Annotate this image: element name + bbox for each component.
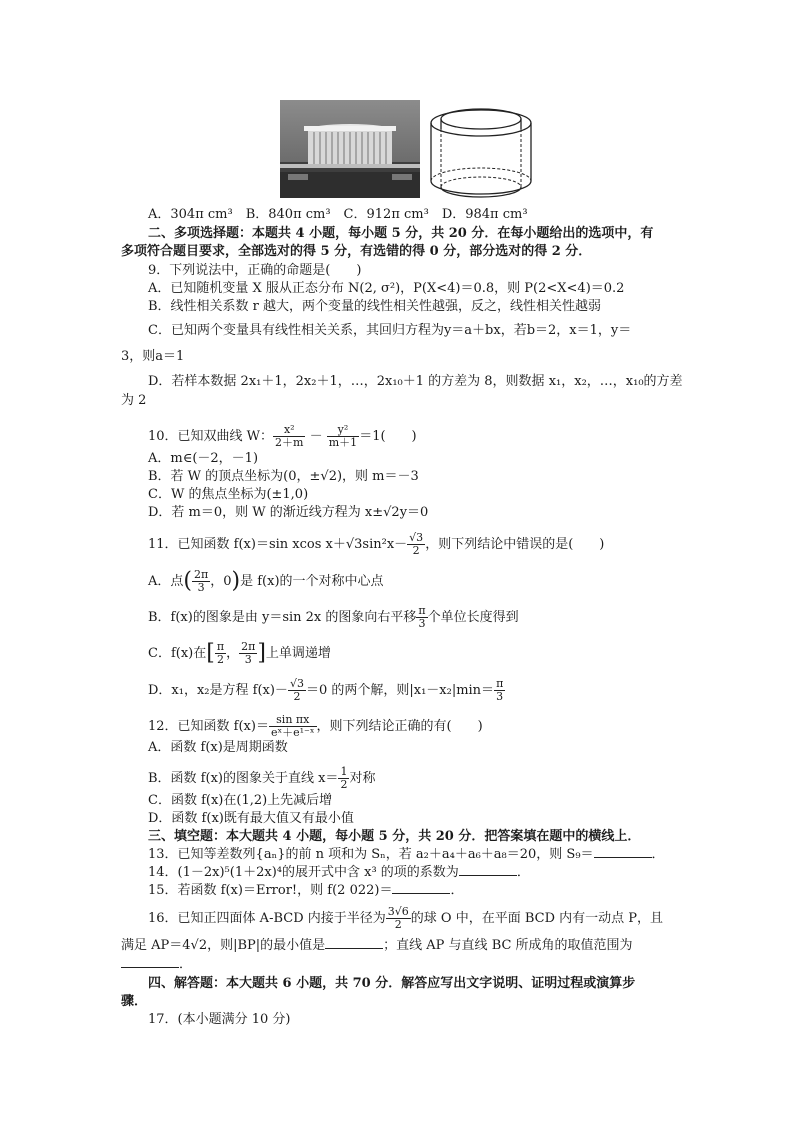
cylinder-svg [428,103,534,199]
q12b-post: 对称 [349,771,376,786]
q10-post: ＝1( ) [359,429,417,444]
section4-cont: 骤． [121,994,148,1009]
q17: 17．(本小题满分 10 分) [148,1012,291,1027]
q12b-f-num: 1 [340,765,348,778]
q10-fraction-2 [327,424,359,449]
q10-pre: 10．已知双曲线 W： [148,429,274,444]
q11c-pre: C．f(x)在 [148,646,207,661]
q9-option-c-line2: 3，则a＝1 [121,349,185,364]
q11a-pre: A．点 [148,574,184,589]
q11c-rbracket: ] [257,640,266,666]
q11d-fraction-2 [494,678,505,703]
q16-pre: 16．已知正四面体 A-BCD 内接于半径为 [148,911,386,926]
q11b-post: 个单位长度得到 [427,610,519,625]
q11d-mid: ＝0 的两个解，则|x₁－x₂|min＝ [305,683,495,698]
q11-option-d [148,678,505,703]
q11c-comma: ， [226,646,240,661]
q11-fraction [407,532,425,557]
hollow-cylinder-diagram [428,103,534,203]
q10-option-d: D．若 m＝0，则 W 的渐近线方程为 x±√2y＝0 [148,505,429,520]
q12-f-den: eˣ＋e¹⁻ˣ [270,726,315,739]
building-illustration [280,100,420,198]
q11a-f-num: 2π [193,568,209,581]
q8-options: A．304π cm³ B．840π cm³ C．912π cm³ D．984π cm³ [148,207,528,222]
q11-f-den: 2 [412,544,420,557]
q11d-f2-num: π [496,677,504,690]
q12-option-c: C．函数 f(x)在(1,2)上先减后增 [148,793,333,808]
q11c-fraction-1 [215,641,226,666]
q16-post: 的球 O 中，在平面 BCD 内有一动点 P，且 [410,911,664,926]
section3-header: 三、填空题：本大题共 4 小题，每小题 5 分，共 20 分．把答案填在题中的横线上． [148,829,641,844]
inner-top-ellipse [441,109,521,129]
q11d-f1-num: √3 [289,677,304,690]
q16-f-num: 3√6 [387,905,409,918]
q11b-f-den: 3 [418,617,426,630]
q11c-post: 上单调递增 [265,646,331,661]
q11-post: ，则下列结论中错误的是( ) [425,537,605,552]
section2-header: 二、多项选择题：本题共 4 小题，每小题 5 分，共 20 分．在每小题给出的选项中，有 [148,226,654,241]
q9-option-d-line2: 为 2 [121,393,147,408]
q11d-fraction-1 [288,678,306,703]
q11b-fraction [416,605,427,630]
q10-f2-den: m＋1 [328,436,358,449]
q11c-f1-num: π [216,640,225,653]
q14: 14．(1－2x)⁵(1＋2x)⁴的展开式中含 x³ 的项的系数为 ． [148,865,530,880]
q10-f1-num: x² [273,424,305,437]
q11a-fraction [192,569,210,594]
q10-option-c: C．W 的焦点坐标为(±1,0) [148,487,309,502]
q11d-f1-den: 2 [293,690,301,703]
q16-answer-blank-2[interactable] [121,957,179,968]
q9-option-c-line1: C．已知两个变量具有线性相关关系，其回归方程为y＝a＋bx，若b＝2，x＝1，y＝ [148,323,632,338]
q12-post: ，则下列结论正确的有( ) [316,719,483,734]
q14-answer-blank[interactable] [459,865,517,876]
q16-line1 [148,906,663,931]
q11-f-num: √3 [409,531,424,544]
q16-answer-blank-1[interactable] [325,938,383,949]
q12b-fraction [338,766,349,791]
q10-stem: 10．已知双曲线 W： $\frac{\text{x²}}{2+m}$ － $\frac{\text{y²}}{m+1}$ ＝1( ) [148,423,417,449]
q9-option-b: B．线性相关系数 r 越大，两个变量的线性相关性越强，反之，线性相关性越弱 [148,299,602,314]
q10-fraction-1 [273,424,305,449]
section4-header: 四、解答题：本大题共 6 小题，共 70 分．解答应写出文字说明、证明过程或演算步 [148,976,636,991]
q12-option-d: D．函数 f(x)既有最大值又有最小值 [148,811,354,826]
q16-l2b: ；直线 AP 与直线 BC 所成角的取值范围为 [383,938,633,953]
q11c-f2-num: 2π [241,640,256,653]
q10-option-b: B．若 W 的顶点坐标为(0，±√2)，则 m＝－3 [148,469,419,484]
q16-line2 [121,938,633,954]
q12-fraction [269,714,317,739]
q11-stem [148,532,604,557]
q10-f2-num: y² [327,424,359,437]
q11d-pre: D．x₁，x₂是方程 f(x)－ [148,683,288,698]
q11d-f2-den: 3 [496,690,504,703]
q9-stem: 9．下列说法中，正确的命题是( ) [148,263,362,278]
q12-f-num: sin πx [269,714,317,727]
section2-cont: 多项符合题目要求，全部选对的得 5 分，有选错的得 0 分，部分选对的得 2 分． [121,244,592,259]
q11c-f1-den: 2 [216,653,224,666]
q14-text: 14．(1－2x)⁵(1＋2x)⁴的展开式中含 x³ 的项的系数为 [148,865,459,880]
q12b-pre: B．函数 f(x)的图象关于直线 x＝ [148,771,339,786]
q11b-pre: B．f(x)的图象是由 y＝sin 2x 的图象向右平移 [148,610,417,625]
q10-option-a: A．m∈(－2，－1) [148,451,259,466]
q13: 13．已知等差数列{aₙ}的前 n 项和为 Sₙ，若 a₂＋a₄＋a₆＋a₈＝20，则 S₉＝ ． [148,847,665,862]
q11c-fraction-2 [239,641,257,666]
q12-option-a: A．函数 f(x)是周期函数 [148,740,288,755]
q16-l3: ． [179,957,193,972]
q11b-f-num: π [418,604,426,617]
q13-answer-blank[interactable] [594,847,652,858]
q11-option-b [148,605,519,630]
q11a-lparen: ( [183,568,192,594]
q15-text: 15．若函数 f(x)＝Error!，则 f(2 022)＝ [148,883,393,898]
q16-line3 [121,957,192,973]
building-photo [280,100,420,198]
q16-l2: 满足 AP＝4√2，则|BP|的最小值是 [121,938,326,953]
q12b-f-den: 2 [340,778,348,791]
q11a-rparen: ) [231,568,241,594]
q9-option-a: A．已知随机变量 X 服从正态分布 N(2, σ²)，P(X<4)＝0.8，则 P(2<X<4)＝0.2 [148,281,625,296]
q9-option-d-line1: D．若样本数据 2x₁＋1，2x₂＋1，…，2x₁₀＋1 的方差为 8，则数据 x₁，x₂，…，x₁₀的方差 [148,374,683,389]
q11a-f-den: 3 [197,581,205,594]
q11-option-a [148,569,384,594]
q11-pre: 11．已知函数 f(x)＝sin xcos x＋√3sin²x－ [148,537,408,552]
q16-fraction [386,906,411,931]
q11c-lbracket: [ [206,640,215,666]
q11-option-c [148,641,331,666]
q10-f1-den: 2＋m [275,436,304,449]
q12-pre: 12．已知函数 f(x)＝ [148,719,269,734]
q12-stem [148,714,483,739]
q12-option-b [148,766,375,791]
q11c-f2-den: 3 [244,653,252,666]
q16-f-den: 2 [394,918,402,931]
q15: 15．若函数 f(x)＝Error!，则 f(2 022)＝ ． [148,883,464,898]
q11a-mid: ，0 [210,574,232,589]
q15-answer-blank[interactable] [392,883,450,894]
q13-text: 13．已知等差数列{aₙ}的前 n 项和为 Sₙ，若 a₂＋a₄＋a₆＋a₈＝20，则 S₉＝ [148,847,594,862]
q11a-post: 是 f(x)的一个对称中心点 [240,574,384,589]
